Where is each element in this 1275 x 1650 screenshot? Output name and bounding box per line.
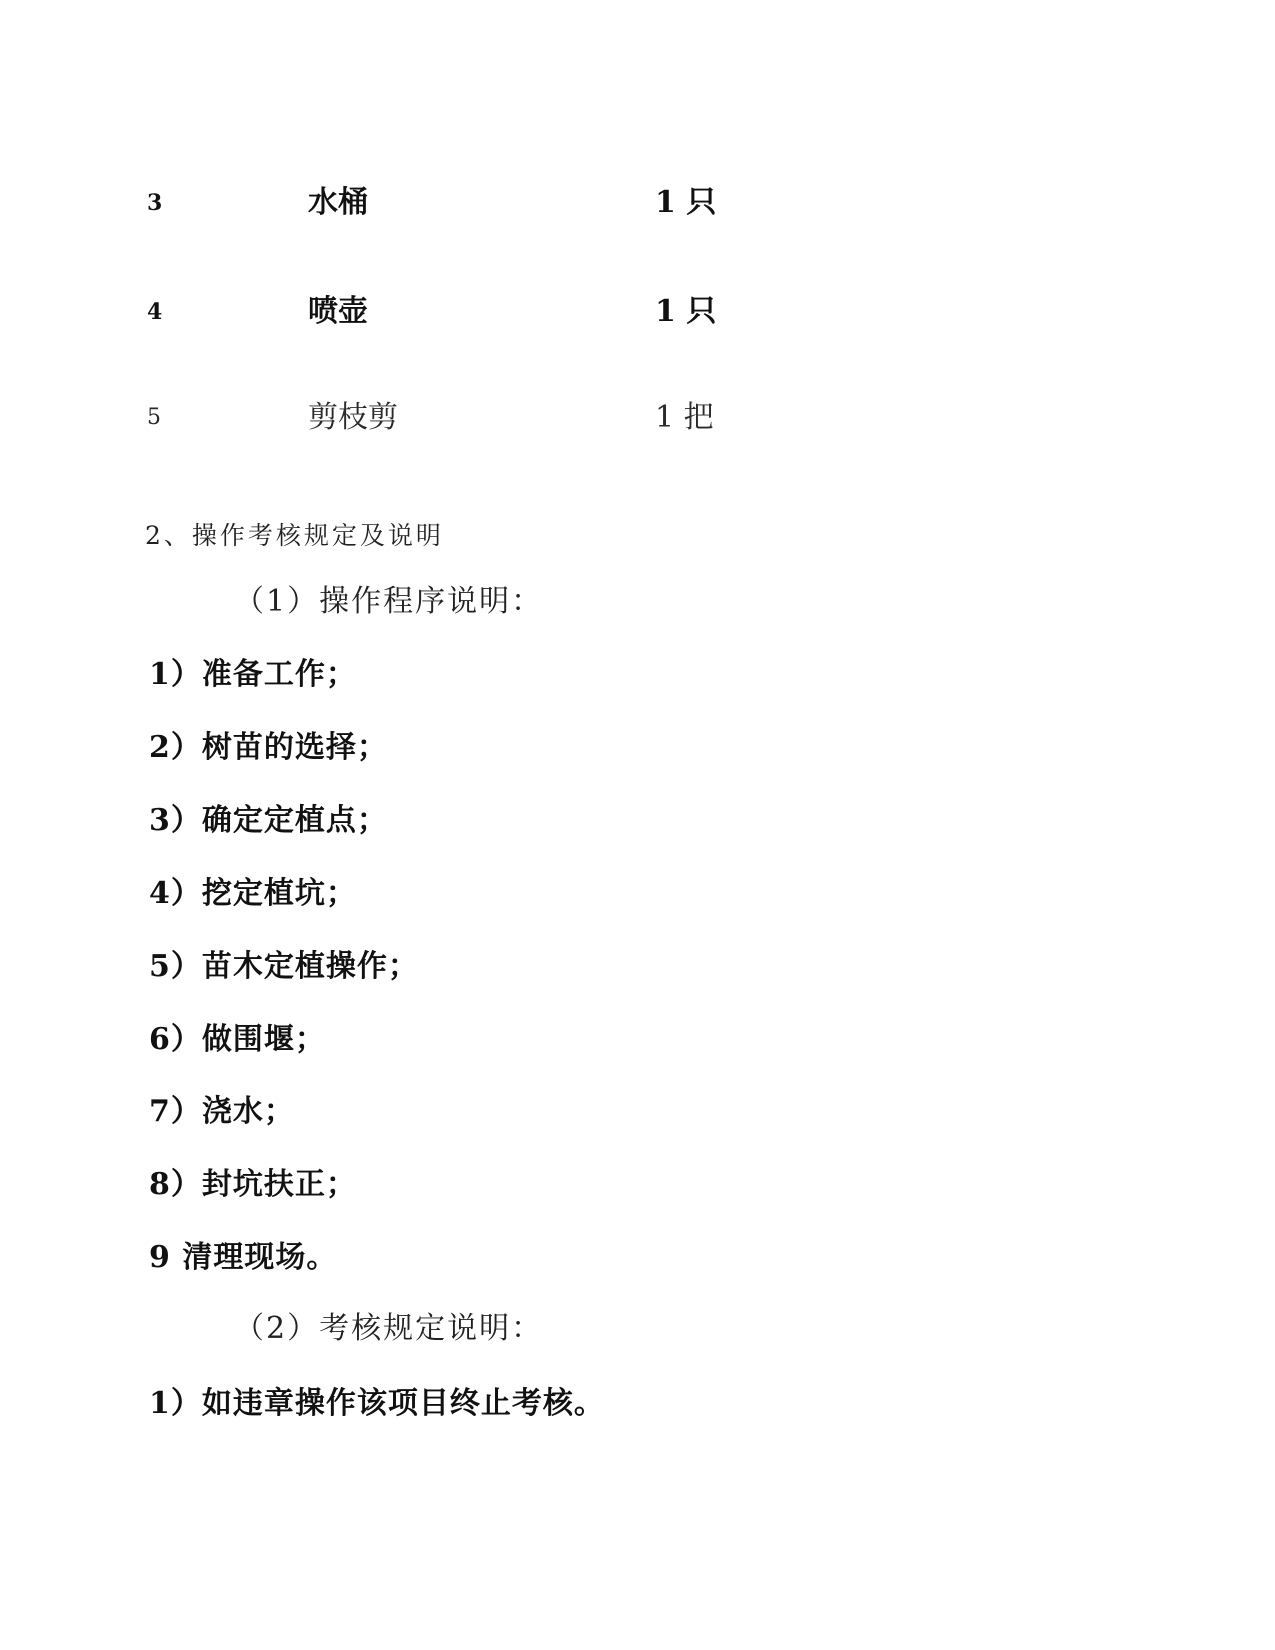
row-number: 5 — [147, 405, 161, 430]
list-item: 8）封坑扶正； — [149, 1167, 357, 1202]
table-row — [0, 178, 1275, 228]
list-item: 9 清理现场。 — [149, 1240, 338, 1275]
list-item: 1）准备工作； — [149, 657, 357, 692]
tool-name: 水桶 — [308, 185, 368, 220]
list-item: 6）做围堰； — [149, 1022, 326, 1057]
tool-name: 喷壶 — [308, 294, 368, 329]
procedure-heading: （1）操作程序说明： — [234, 584, 544, 619]
section-heading: 2、操作考核规定及说明 — [145, 521, 444, 550]
rules-heading: （2）考核规定说明： — [234, 1311, 544, 1346]
tool-quantity: 1 只 — [655, 185, 717, 220]
row-number: 3 — [147, 190, 163, 216]
list-item: 4）挖定植坑； — [149, 876, 357, 911]
tool-quantity: 1 把 — [655, 400, 714, 435]
row-number: 4 — [147, 299, 163, 325]
tool-quantity: 1 只 — [655, 294, 717, 329]
tool-name: 剪枝剪 — [308, 400, 398, 435]
list-item: 1）如违章操作该项目终止考核。 — [149, 1386, 605, 1421]
list-item: 2）树苗的选择； — [149, 730, 388, 765]
table-row — [0, 287, 1275, 337]
table-row — [0, 393, 1275, 443]
list-item: 5）苗木定植操作； — [149, 949, 419, 984]
list-item: 7）浇水； — [149, 1094, 295, 1129]
list-item: 3）确定定植点； — [149, 803, 388, 838]
